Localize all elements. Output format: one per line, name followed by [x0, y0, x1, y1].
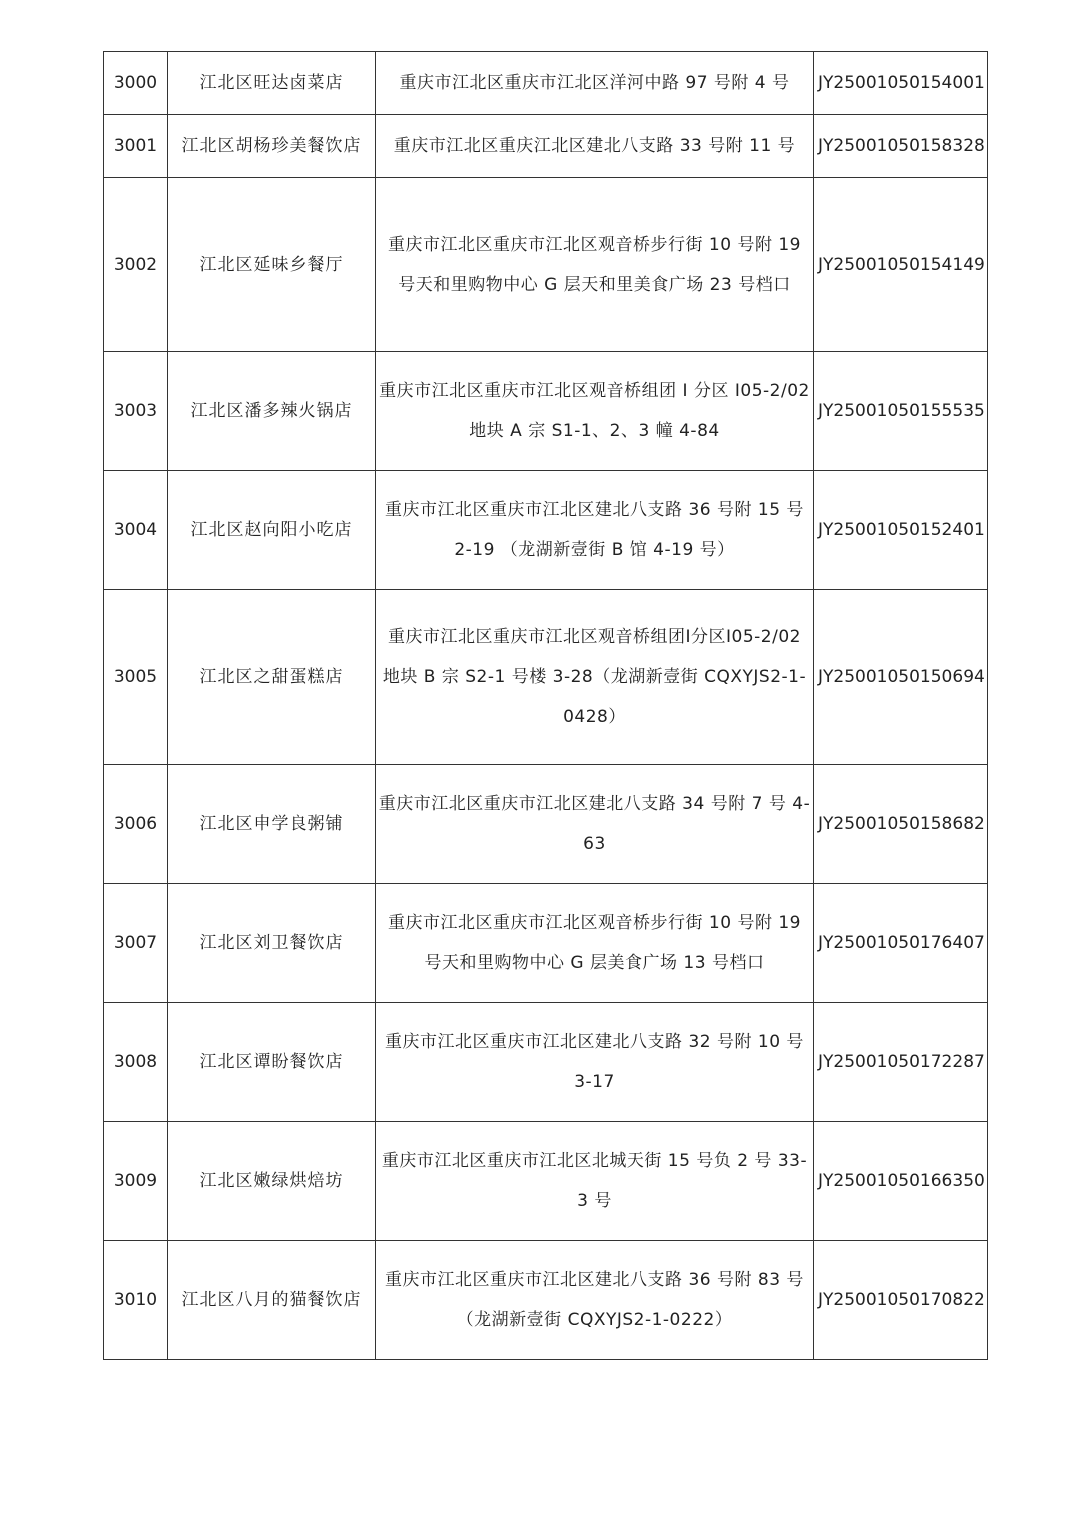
business-address: 重庆市江北区重庆市江北区建北八支路 32 号附 10 号 3-17 — [376, 1003, 814, 1122]
business-name: 江北区延味乡餐厅 — [168, 178, 376, 352]
row-number: 3000 — [104, 52, 168, 115]
business-name: 江北区潘多辣火锅店 — [168, 352, 376, 471]
business-address: 重庆市江北区重庆市江北区建北八支路 36 号附 83 号（龙湖新壹街 CQXYJS2-1-0222） — [376, 1241, 814, 1360]
business-address: 重庆市江北区重庆市江北区观音桥步行街 10 号附 19 号天和里购物中心 G 层天和里美食广场 23 号档口 — [376, 178, 814, 352]
row-number: 3009 — [104, 1122, 168, 1241]
row-number: 3002 — [104, 178, 168, 352]
business-name: 江北区八月的猫餐饮店 — [168, 1241, 376, 1360]
table-row — [104, 1003, 988, 1122]
table-row — [104, 884, 988, 1003]
table-row — [104, 1122, 988, 1241]
license-number: JY25001050170822 — [814, 1241, 988, 1360]
business-name: 江北区嫩绿烘焙坊 — [168, 1122, 376, 1241]
business-name: 江北区赵向阳小吃店 — [168, 471, 376, 590]
business-name: 江北区申学良粥铺 — [168, 765, 376, 884]
table-row — [104, 52, 988, 115]
business-name: 江北区刘卫餐饮店 — [168, 884, 376, 1003]
row-number: 3006 — [104, 765, 168, 884]
table-row — [104, 178, 988, 352]
table-row — [104, 115, 988, 178]
business-name: 江北区胡杨珍美餐饮店 — [168, 115, 376, 178]
business-address: 重庆市江北区重庆市江北区观音桥步行街 10 号附 19 号天和里购物中心 G 层美食广场 13 号档口 — [376, 884, 814, 1003]
license-number: JY25001050166350 — [814, 1122, 988, 1241]
table-row — [104, 1241, 988, 1360]
row-number: 3001 — [104, 115, 168, 178]
license-number: JY25001050172287 — [814, 1003, 988, 1122]
row-number: 3005 — [104, 590, 168, 765]
business-name: 江北区谭盼餐饮店 — [168, 1003, 376, 1122]
license-number: JY25001050155535 — [814, 352, 988, 471]
business-name: 江北区旺达卤菜店 — [168, 52, 376, 115]
license-number: JY25001050150694 — [814, 590, 988, 765]
row-number: 3004 — [104, 471, 168, 590]
business-address: 重庆市江北区重庆市江北区洋河中路 97 号附 4 号 — [376, 52, 814, 115]
business-address: 重庆市江北区重庆市江北区观音桥组团 I 分区 I05-2/02 地块 A 宗 S1-1、2、3 幢 4-84 — [376, 352, 814, 471]
license-number: JY25001050158682 — [814, 765, 988, 884]
business-address: 重庆市江北区重庆市江北区建北八支路 36 号附 15 号 2-19 （龙湖新壹街 B 馆 4-19 号） — [376, 471, 814, 590]
license-number: JY25001050176407 — [814, 884, 988, 1003]
row-number: 3010 — [104, 1241, 168, 1360]
table-row — [104, 352, 988, 471]
business-address: 重庆市江北区重庆市江北区北城天街 15 号负 2 号 33-3 号 — [376, 1122, 814, 1241]
license-table — [103, 51, 988, 1360]
business-address: 重庆市江北区重庆市江北区观音桥组团Ⅰ分区Ⅰ05-2/02 地块 B 宗 S2-1 号楼 3-28（龙湖新壹街 CQXYJS2-1-0428） — [376, 590, 814, 765]
table-row — [104, 471, 988, 590]
business-address: 重庆市江北区重庆江北区建北八支路 33 号附 11 号 — [376, 115, 814, 178]
business-address: 重庆市江北区重庆市江北区建北八支路 34 号附 7 号 4-63 — [376, 765, 814, 884]
license-number: JY25001050158328 — [814, 115, 988, 178]
row-number: 3007 — [104, 884, 168, 1003]
table-row — [104, 590, 988, 765]
license-number: JY25001050154149 — [814, 178, 988, 352]
license-number: JY25001050152401 — [814, 471, 988, 590]
table-row — [104, 765, 988, 884]
license-number: JY25001050154001 — [814, 52, 988, 115]
business-name: 江北区之甜蛋糕店 — [168, 590, 376, 765]
row-number: 3003 — [104, 352, 168, 471]
row-number: 3008 — [104, 1003, 168, 1122]
